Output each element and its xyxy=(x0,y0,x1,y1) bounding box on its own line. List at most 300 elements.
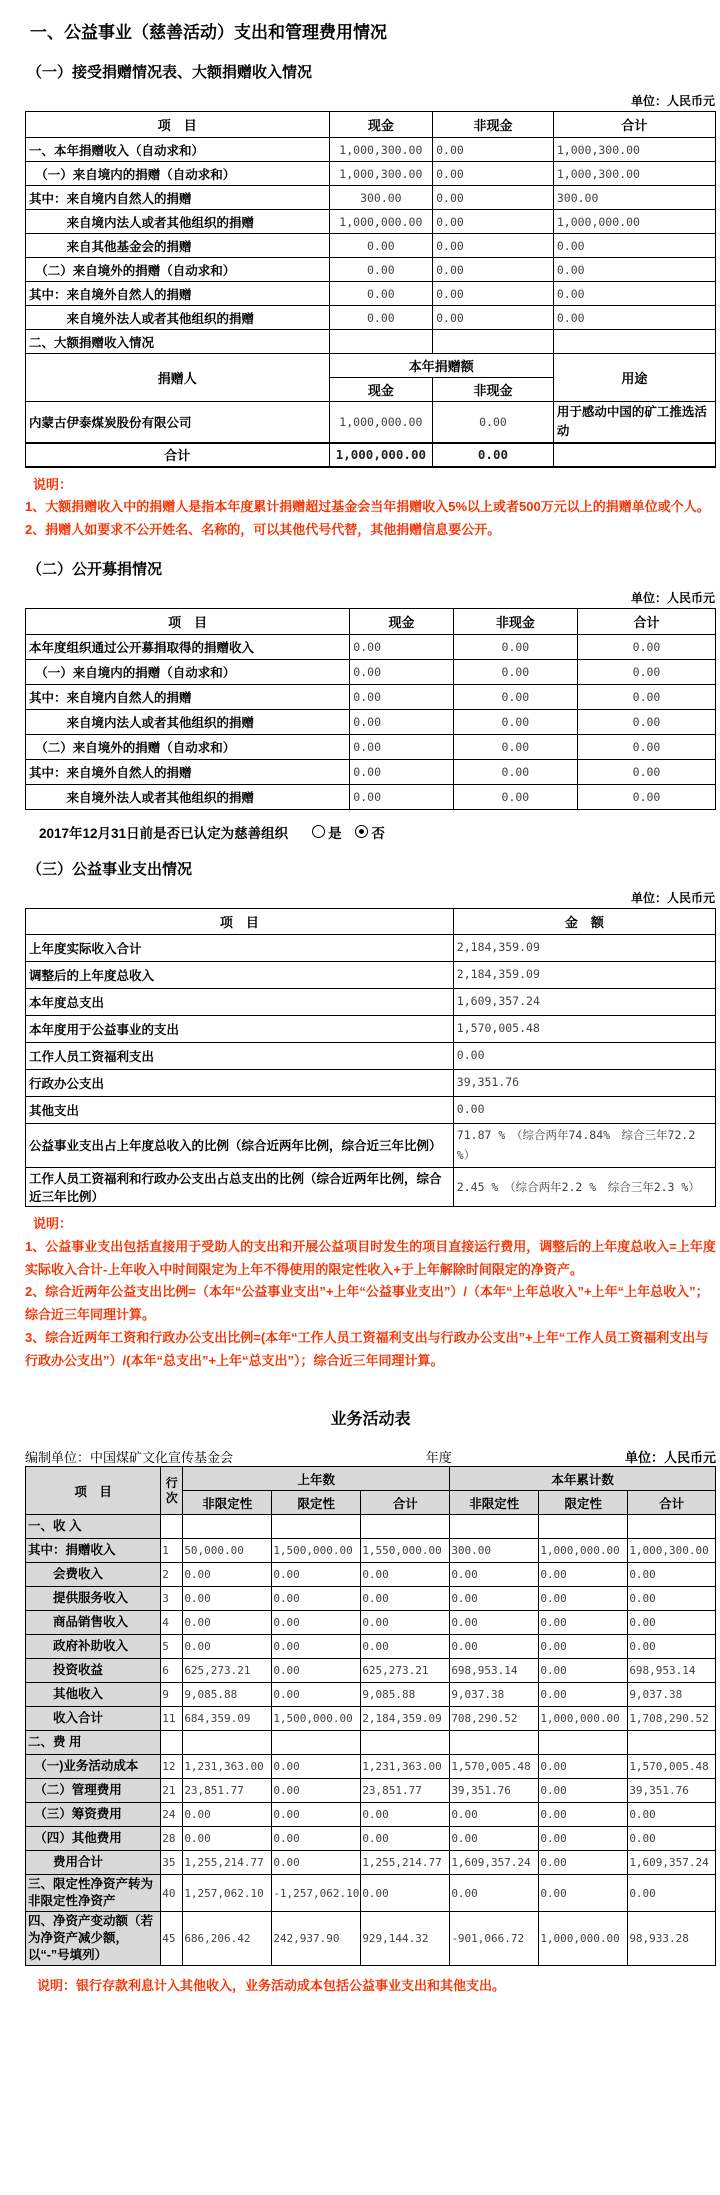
prior-restricted-cell xyxy=(272,1515,361,1539)
cash-cell: 1,000,000.00 xyxy=(329,210,433,234)
table-header-row xyxy=(26,908,716,934)
table-row xyxy=(26,1096,716,1123)
amount-cell: 71.87 % （综合两年74.84% 综合三年72.2 %） xyxy=(453,1123,715,1167)
item-label-cell: 上年度实际收入合计 xyxy=(26,934,454,961)
table-row xyxy=(26,659,716,684)
total-cell: 1,000,000.00 xyxy=(553,210,715,234)
item-label-cell: 来自境内法人或者其他组织的捐赠 xyxy=(26,709,350,734)
noncash-cell: 0.00 xyxy=(433,210,554,234)
prior-unrestricted-cell: 50,000.00 xyxy=(183,1539,272,1563)
table-row xyxy=(26,1779,716,1803)
col-header-current-year: 本年累计数 xyxy=(450,1467,716,1491)
prior-unrestricted-cell: 9,085.88 xyxy=(183,1683,272,1707)
item-label-cell: 其他收入 xyxy=(26,1683,161,1707)
donor-noncash-cell: 0.00 xyxy=(433,402,554,443)
table-row xyxy=(26,734,716,759)
total-cell: 0.00 xyxy=(553,234,715,258)
col-header-unrestricted: 非限定性 xyxy=(450,1491,539,1515)
cash-cell: 1,000,300.00 xyxy=(329,162,433,186)
current-unrestricted-cell: 0.00 xyxy=(450,1587,539,1611)
total-cell: 0.00 xyxy=(553,282,715,306)
note-item: 1、大额捐赠收入中的捐赠人是指本年度累计捐赠超过基金会当年捐赠收入5%以上或者500万元以上的捐赠单位或个人。 xyxy=(25,499,710,515)
noncash-cell: 0.00 xyxy=(453,659,577,684)
current-total-cell: 0.00 xyxy=(628,1563,716,1587)
activity-table-title: 业务活动表 xyxy=(330,1411,411,1429)
item-label-cell: 来自境内法人或者其他组织的捐赠 xyxy=(26,210,330,234)
table-row xyxy=(26,1827,716,1851)
noncash-cell: 0.00 xyxy=(433,186,554,210)
item-label-cell: （一)业务活动成本 xyxy=(26,1755,161,1779)
item-label-cell: 收入合计 xyxy=(26,1707,161,1731)
current-unrestricted-cell: 300.00 xyxy=(450,1539,539,1563)
total-cell: 0.00 xyxy=(553,258,715,282)
donation-received-table xyxy=(25,111,716,468)
current-total-cell: 0.00 xyxy=(628,1803,716,1827)
current-total-cell: 9,037.38 xyxy=(628,1683,716,1707)
table-row xyxy=(26,1123,716,1167)
current-total-cell: 1,000,300.00 xyxy=(628,1539,716,1563)
current-total-cell: 0.00 xyxy=(628,1635,716,1659)
noncash-cell: 0.00 xyxy=(453,759,577,784)
radio-checked-icon xyxy=(355,825,368,838)
item-label-cell: 公益事业支出占上年度总收入的比例（综合近两年比例，综合近三年比例） xyxy=(26,1123,454,1167)
activity-table-note: 说明：银行存款利息计入其他收入，业务活动成本包括公益事业支出和其他支出。 xyxy=(37,1977,506,1993)
col-header-item: 项 目 xyxy=(26,112,330,138)
item-label-cell: 政府补助收入 xyxy=(26,1635,161,1659)
cash-cell xyxy=(329,330,433,354)
col-header-subtotal: 合计 xyxy=(628,1491,716,1515)
table-row xyxy=(26,282,716,306)
amount-cell: 2,184,359.09 xyxy=(453,934,715,961)
noncash-cell: 0.00 xyxy=(433,282,554,306)
prior-unrestricted-cell: 684,359.09 xyxy=(183,1707,272,1731)
prior-unrestricted-cell: 0.00 xyxy=(183,1563,272,1587)
cash-cell: 0.00 xyxy=(350,684,454,709)
item-label-cell: 二、大额捐赠收入情况 xyxy=(26,330,330,354)
current-restricted-cell: 0.00 xyxy=(539,1779,628,1803)
prior-total-cell: 0.00 xyxy=(361,1611,450,1635)
prior-unrestricted-cell: 0.00 xyxy=(183,1587,272,1611)
line-no-cell xyxy=(161,1731,183,1755)
current-total-cell: 698,953.14 xyxy=(628,1659,716,1683)
col-header-amount: 金 额 xyxy=(453,908,715,934)
current-total-cell: 1,708,290.52 xyxy=(628,1707,716,1731)
table-row xyxy=(26,759,716,784)
section1-notes xyxy=(25,474,716,542)
table-row xyxy=(26,1635,716,1659)
cash-cell: 0.00 xyxy=(329,282,433,306)
current-total-cell: 0.00 xyxy=(628,1611,716,1635)
page-title: 一、公益事业（慈善活动）支出和管理费用情况 xyxy=(30,23,387,42)
business-activity-table xyxy=(25,1466,716,1965)
total-noncash-cell: 0.00 xyxy=(433,443,554,467)
table-row xyxy=(26,234,716,258)
item-label-cell: 提供服务收入 xyxy=(26,1587,161,1611)
table-row xyxy=(26,1611,716,1635)
col-header-cash: 现金 xyxy=(329,112,433,138)
total-cell: 0.00 xyxy=(577,734,715,759)
prior-restricted-cell: 0.00 xyxy=(272,1587,361,1611)
table-row xyxy=(26,1707,716,1731)
col-header-cash: 现金 xyxy=(350,608,454,634)
item-label-cell: 其他支出 xyxy=(26,1096,454,1123)
table-row xyxy=(26,934,716,961)
cash-cell: 0.00 xyxy=(350,784,454,809)
amount-cell: 39,351.76 xyxy=(453,1069,715,1096)
cash-cell: 0.00 xyxy=(350,709,454,734)
noncash-cell: 0.00 xyxy=(453,734,577,759)
prior-unrestricted-cell xyxy=(183,1515,272,1539)
prior-total-cell: 2,184,359.09 xyxy=(361,1707,450,1731)
table-row xyxy=(26,1587,716,1611)
note-item: 3、综合近两年工资和行政办公支出比例=(本年“工作人员工资福利支出与行政办公支出”+上年“工作人员工资福利支出与行政办公支出”）/(本年“总支出”+上年“总支出”）；综合近三年同理计算。 xyxy=(25,1329,709,1368)
line-no-cell: 35 xyxy=(161,1851,183,1875)
table-row xyxy=(26,961,716,988)
noncash-cell: 0.00 xyxy=(453,709,577,734)
item-label-cell: 费用合计 xyxy=(26,1851,161,1875)
current-unrestricted-cell: -901,066.72 xyxy=(450,1912,539,1966)
table-header-row xyxy=(26,112,716,138)
table-row xyxy=(26,186,716,210)
table-row xyxy=(26,258,716,282)
section3-notes xyxy=(25,1213,716,1372)
current-unrestricted-cell: 0.00 xyxy=(450,1611,539,1635)
total-purpose-cell xyxy=(553,443,715,467)
item-label-cell: 工作人员工资福利支出 xyxy=(26,1042,454,1069)
table-row xyxy=(26,210,716,234)
total-cell: 0.00 xyxy=(577,659,715,684)
item-label-cell: （一）来自境内的捐赠（自动求和） xyxy=(26,162,330,186)
total-cell: 0.00 xyxy=(577,634,715,659)
table-row xyxy=(26,1755,716,1779)
current-restricted-cell: 1,000,000.00 xyxy=(539,1912,628,1966)
current-restricted-cell: 0.00 xyxy=(539,1851,628,1875)
table-row xyxy=(26,1851,716,1875)
prior-total-cell: 0.00 xyxy=(361,1635,450,1659)
purpose-col-header: 用途 xyxy=(553,354,715,402)
table-row xyxy=(26,330,716,354)
radio-no-label: 否 xyxy=(371,825,385,841)
prior-restricted-cell: 1,500,000.00 xyxy=(272,1539,361,1563)
item-label-cell: 调整后的上年度总收入 xyxy=(26,961,454,988)
note-item: 2、捐赠人如要求不公开姓名、名称的，可以其他代号代替，其他捐赠信息要公开。 xyxy=(25,522,501,537)
col-header-total: 合计 xyxy=(577,608,715,634)
current-restricted-cell: 1,000,000.00 xyxy=(539,1707,628,1731)
prior-total-cell: 0.00 xyxy=(361,1563,450,1587)
prior-total-cell: 1,231,363.00 xyxy=(361,1755,450,1779)
current-unrestricted-cell: 9,037.38 xyxy=(450,1683,539,1707)
prior-restricted-cell: 0.00 xyxy=(272,1755,361,1779)
current-restricted-cell xyxy=(539,1515,628,1539)
table-row xyxy=(26,1563,716,1587)
donor-cash-cell: 1,000,000.00 xyxy=(329,402,433,443)
current-restricted-cell: 0.00 xyxy=(539,1683,628,1707)
line-no-cell: 24 xyxy=(161,1803,183,1827)
donor-header-row-1 xyxy=(26,354,716,378)
noncash-cell xyxy=(433,330,554,354)
line-no-cell: 11 xyxy=(161,1707,183,1731)
item-label-cell: 本年度用于公益事业的支出 xyxy=(26,1015,454,1042)
item-label-cell: 行政办公支出 xyxy=(26,1069,454,1096)
donor-row xyxy=(26,402,716,443)
cash-cell: 0.00 xyxy=(350,734,454,759)
noncash-cell: 0.00 xyxy=(433,258,554,282)
radio-unchecked-icon xyxy=(312,825,325,838)
line-no-cell: 12 xyxy=(161,1755,183,1779)
prior-total-cell: 929,144.32 xyxy=(361,1912,450,1966)
col-header-item: 项 目 xyxy=(26,608,350,634)
table-row xyxy=(26,1042,716,1069)
current-unrestricted-cell: 0.00 xyxy=(450,1803,539,1827)
prior-unrestricted-cell xyxy=(183,1731,272,1755)
total-cell: 0.00 xyxy=(577,684,715,709)
col-header-restricted: 限定性 xyxy=(272,1491,361,1515)
line-no-cell: 5 xyxy=(161,1635,183,1659)
total-label-cell: 合计 xyxy=(26,443,330,467)
noncash-cell: 0.00 xyxy=(433,162,554,186)
prior-total-cell xyxy=(361,1515,450,1539)
unit-label-3: 单位：人民币元 xyxy=(630,890,715,905)
prior-restricted-cell: 0.00 xyxy=(272,1635,361,1659)
total-cell: 1,000,300.00 xyxy=(553,138,715,162)
item-label-cell: 商品销售收入 xyxy=(26,1611,161,1635)
item-label-cell: （二）管理费用 xyxy=(26,1779,161,1803)
col-header-line-no: 行次 xyxy=(161,1467,183,1515)
current-restricted-cell: 1,000,000.00 xyxy=(539,1539,628,1563)
table-row xyxy=(26,709,716,734)
activity-meta-line xyxy=(25,1447,716,1466)
table-row xyxy=(26,1069,716,1096)
current-total-cell: 0.00 xyxy=(628,1827,716,1851)
noncash-cell: 0.00 xyxy=(453,634,577,659)
note-item: 2、综合近两年公益支出比例=（本年“公益事业支出”+上年“公益事业支出”）/（本年“上年总收入”+上年“上年总收入”；综合近三年同理计算。 xyxy=(25,1284,709,1323)
prior-restricted-cell: 1,500,000.00 xyxy=(272,1707,361,1731)
prior-restricted-cell: 0.00 xyxy=(272,1611,361,1635)
charity-question-text: 2017年12月31日前是否已认定为慈善组织 xyxy=(39,825,289,841)
current-restricted-cell: 0.00 xyxy=(539,1875,628,1912)
current-restricted-cell: 0.00 xyxy=(539,1659,628,1683)
donor-purpose-cell: 用于感动中国的矿工推选活动 xyxy=(553,402,715,443)
item-label-cell: 一、本年捐赠收入（自动求和） xyxy=(26,138,330,162)
cash-cell: 300.00 xyxy=(329,186,433,210)
table-row xyxy=(26,1015,716,1042)
radio-option-no[interactable] xyxy=(355,822,385,842)
total-cell: 0.00 xyxy=(577,784,715,809)
unit-label-2: 单位：人民币元 xyxy=(630,590,715,605)
year-donation-header: 本年捐赠额 xyxy=(329,354,553,378)
current-total-cell xyxy=(628,1731,716,1755)
table-row xyxy=(26,784,716,809)
noncash-cell: 0.00 xyxy=(433,138,554,162)
amount-cell: 1,570,005.48 xyxy=(453,1015,715,1042)
prior-unrestricted-cell: 0.00 xyxy=(183,1827,272,1851)
col-header-item: 项 目 xyxy=(26,1467,161,1515)
line-no-cell: 28 xyxy=(161,1827,183,1851)
donor-name-cell: 内蒙古伊泰煤炭股份有限公司 xyxy=(26,402,330,443)
line-no-cell: 45 xyxy=(161,1912,183,1966)
current-unrestricted-cell: 0.00 xyxy=(450,1827,539,1851)
current-total-cell: 1,609,357.24 xyxy=(628,1851,716,1875)
year-label: 年度 xyxy=(425,1450,452,1466)
table-row xyxy=(26,1515,716,1539)
prior-unrestricted-cell: 686,206.42 xyxy=(183,1912,272,1966)
table-row xyxy=(26,1659,716,1683)
radio-yes-label: 是 xyxy=(328,825,342,841)
table-row xyxy=(26,1912,716,1966)
item-label-cell: 会费收入 xyxy=(26,1563,161,1587)
item-label-cell: （四）其他费用 xyxy=(26,1827,161,1851)
table-row xyxy=(26,1803,716,1827)
current-unrestricted-cell xyxy=(450,1731,539,1755)
current-unrestricted-cell: 0.00 xyxy=(450,1635,539,1659)
item-label-cell: 其中：来自境外自然人的捐赠 xyxy=(26,282,330,306)
current-total-cell: 98,933.28 xyxy=(628,1912,716,1966)
current-restricted-cell: 0.00 xyxy=(539,1755,628,1779)
total-cell: 0.00 xyxy=(577,709,715,734)
donor-col-header: 捐赠人 xyxy=(26,354,330,402)
prior-total-cell: 625,273.21 xyxy=(361,1659,450,1683)
prior-total-cell xyxy=(361,1731,450,1755)
table-row xyxy=(26,306,716,330)
table-row xyxy=(26,1539,716,1563)
current-unrestricted-cell: 1,570,005.48 xyxy=(450,1755,539,1779)
item-label-cell: 其中：来自境内自然人的捐赠 xyxy=(26,186,330,210)
current-unrestricted-cell: 698,953.14 xyxy=(450,1659,539,1683)
prior-restricted-cell: 0.00 xyxy=(272,1563,361,1587)
total-cash-cell: 1,000,000.00 xyxy=(329,443,433,467)
current-restricted-cell xyxy=(539,1731,628,1755)
item-label-cell: 一、收 入 xyxy=(26,1515,161,1539)
prior-unrestricted-cell: 625,273.21 xyxy=(183,1659,272,1683)
note-item: 1、公益事业支出包括直接用于受助人的支出和开展公益项目时发生的项目直接运行费用，调整后的上年度总收入=上年度实际收入合计-上年收入中时间限定为上年不得使用的限定性收入+于上年解除时间限定的净资产。 xyxy=(25,1238,716,1277)
prior-restricted-cell: 0.00 xyxy=(272,1827,361,1851)
item-label-cell: 来自境外法人或者其他组织的捐赠 xyxy=(26,784,350,809)
item-label-cell: 来自境外法人或者其他组织的捐赠 xyxy=(26,306,330,330)
item-label-cell: 工作人员工资福利和行政办公支出占总支出的比例（综合近两年比例，综合近三年比例） xyxy=(26,1168,454,1207)
total-cell: 1,000,300.00 xyxy=(553,162,715,186)
item-label-cell: 投资收益 xyxy=(26,1659,161,1683)
noncash-cell: 0.00 xyxy=(453,684,577,709)
noncash-cell: 0.00 xyxy=(433,234,554,258)
radio-option-yes[interactable] xyxy=(312,822,342,842)
total-cell: 0.00 xyxy=(553,306,715,330)
table-header-row xyxy=(26,608,716,634)
item-label-cell: 本年度总支出 xyxy=(26,988,454,1015)
section3-heading: （三）公益事业支出情况 xyxy=(27,860,193,878)
item-label-cell: （二）来自境外的捐赠（自动求和） xyxy=(26,734,350,759)
prior-unrestricted-cell: 0.00 xyxy=(183,1803,272,1827)
current-total-cell: 0.00 xyxy=(628,1587,716,1611)
table-row xyxy=(26,634,716,659)
item-label-cell: （三）筹资费用 xyxy=(26,1803,161,1827)
cash-cell: 0.00 xyxy=(329,258,433,282)
prior-unrestricted-cell: 23,851.77 xyxy=(183,1779,272,1803)
noncash-cell: 0.00 xyxy=(433,306,554,330)
donor-total-row xyxy=(26,443,716,467)
current-total-cell: 0.00 xyxy=(628,1875,716,1912)
prior-total-cell: 9,085.88 xyxy=(361,1683,450,1707)
current-total-cell: 39,351.76 xyxy=(628,1779,716,1803)
table-row xyxy=(26,1168,716,1207)
amount-cell: 2.45 % （综合两年2.2 % 综合三年2.3 %） xyxy=(453,1168,715,1207)
item-label-cell: 其中：来自境内自然人的捐赠 xyxy=(26,684,350,709)
current-restricted-cell: 0.00 xyxy=(539,1587,628,1611)
current-unrestricted-cell: 1,609,357.24 xyxy=(450,1851,539,1875)
col-header-noncash: 非现金 xyxy=(453,608,577,634)
total-cell xyxy=(553,330,715,354)
total-cell: 0.00 xyxy=(577,759,715,784)
line-no-cell xyxy=(161,1515,183,1539)
item-label-cell: 四、净资产变动额（若为净资产减少额，以“-”号填列） xyxy=(26,1912,161,1966)
col-header-noncash: 非现金 xyxy=(433,112,554,138)
amount-cell: 1,609,357.24 xyxy=(453,988,715,1015)
item-label-cell: （一）来自境内的捐赠（自动求和） xyxy=(26,659,350,684)
amount-cell: 2,184,359.09 xyxy=(453,961,715,988)
prior-unrestricted-cell: 0.00 xyxy=(183,1635,272,1659)
section1-heading: （一）接受捐赠情况表、大额捐赠收入情况 xyxy=(27,64,313,81)
prior-total-cell: 0.00 xyxy=(361,1803,450,1827)
current-restricted-cell: 0.00 xyxy=(539,1827,628,1851)
donor-noncash-header: 非现金 xyxy=(433,378,554,402)
prior-restricted-cell xyxy=(272,1731,361,1755)
current-restricted-cell: 0.00 xyxy=(539,1635,628,1659)
current-unrestricted-cell xyxy=(450,1515,539,1539)
table-header-row-1 xyxy=(26,1467,716,1491)
prior-total-cell: 0.00 xyxy=(361,1587,450,1611)
current-unrestricted-cell: 0.00 xyxy=(450,1563,539,1587)
item-label-cell: 三、限定性净资产转为非限定性净资产 xyxy=(26,1875,161,1912)
table-row xyxy=(26,684,716,709)
current-total-cell: 1,570,005.48 xyxy=(628,1755,716,1779)
prior-restricted-cell: 0.00 xyxy=(272,1851,361,1875)
prior-restricted-cell: 242,937.90 xyxy=(272,1912,361,1966)
line-no-cell: 4 xyxy=(161,1611,183,1635)
current-restricted-cell: 0.00 xyxy=(539,1803,628,1827)
prior-total-cell: 0.00 xyxy=(361,1875,450,1912)
table-row xyxy=(26,1683,716,1707)
donor-cash-header: 现金 xyxy=(329,378,433,402)
table-row xyxy=(26,162,716,186)
item-label-cell: 其中：捐赠收入 xyxy=(26,1539,161,1563)
prior-total-cell: 1,550,000.00 xyxy=(361,1539,450,1563)
line-no-cell: 21 xyxy=(161,1779,183,1803)
item-label-cell: （二）来自境外的捐赠（自动求和） xyxy=(26,258,330,282)
prior-restricted-cell: 0.00 xyxy=(272,1683,361,1707)
col-header-unrestricted: 非限定性 xyxy=(183,1491,272,1515)
table-row xyxy=(26,1875,716,1912)
amount-cell: 0.00 xyxy=(453,1042,715,1069)
col-header-subtotal: 合计 xyxy=(361,1491,450,1515)
prior-total-cell: 0.00 xyxy=(361,1827,450,1851)
noncash-cell: 0.00 xyxy=(453,784,577,809)
table-row xyxy=(26,988,716,1015)
current-restricted-cell: 0.00 xyxy=(539,1563,628,1587)
unit-label-4: 单位：人民币元 xyxy=(624,1450,716,1466)
current-unrestricted-cell: 0.00 xyxy=(450,1875,539,1912)
prior-restricted-cell: 0.00 xyxy=(272,1803,361,1827)
prior-total-cell: 1,255,214.77 xyxy=(361,1851,450,1875)
item-label-cell: 本年度组织通过公开募捐取得的捐赠收入 xyxy=(26,634,350,659)
col-header-item: 项 目 xyxy=(26,908,454,934)
cash-cell: 0.00 xyxy=(329,234,433,258)
unit-label-1: 单位：人民币元 xyxy=(630,94,715,108)
total-cell: 300.00 xyxy=(553,186,715,210)
public-fundraising-table xyxy=(25,608,716,810)
current-unrestricted-cell: 39,351.76 xyxy=(450,1779,539,1803)
item-label-cell: 二、费 用 xyxy=(26,1731,161,1755)
prepared-by-label: 编制单位：中国煤矿文化宣传基金会 xyxy=(25,1450,234,1466)
line-no-cell: 1 xyxy=(161,1539,183,1563)
